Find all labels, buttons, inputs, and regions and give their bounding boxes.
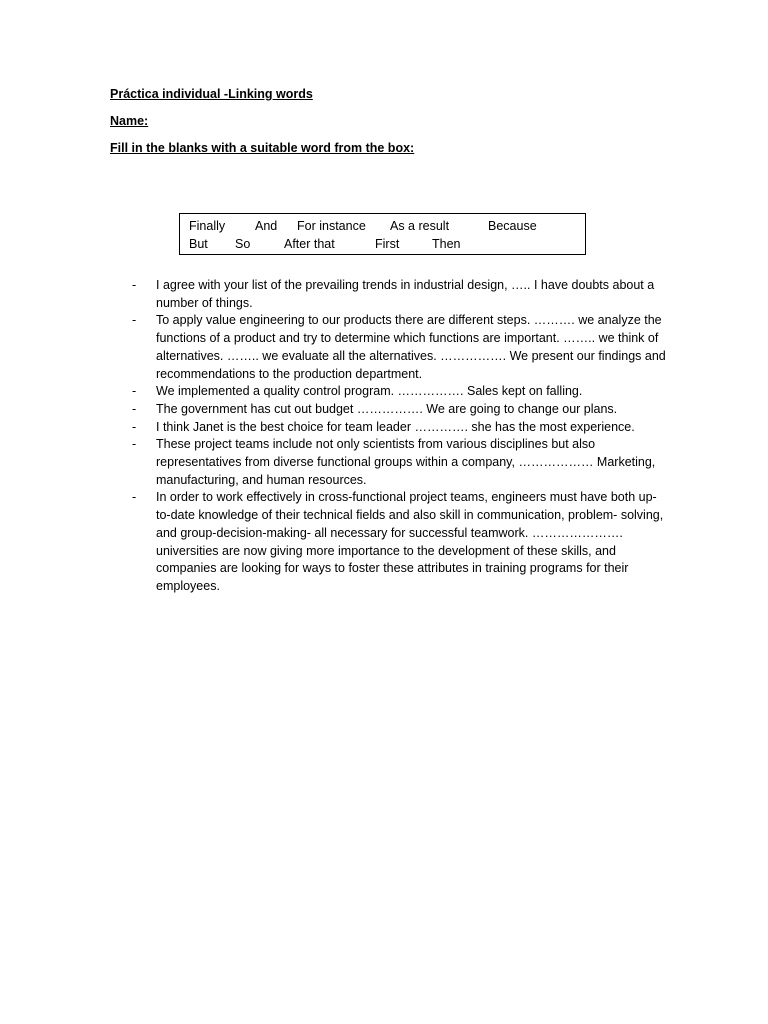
bullet-dash: - [132, 313, 137, 328]
word-option: But [189, 237, 208, 251]
exercise-item [110, 401, 670, 419]
bullet-dash: - [132, 401, 137, 416]
exercise-text: I think Janet is the best choice for team leader …………. she has the most experience. [156, 419, 635, 434]
bullet-dash: - [132, 437, 137, 452]
word-option: And [255, 219, 278, 233]
bullet-dash: - [132, 278, 137, 292]
exercise-text: These project teams include not only scientists from various disciplines but also representatives from diverse functional groups within a company, ……………… Marketing, manufacturing, and human resources. [156, 437, 656, 487]
exercise-item [110, 419, 670, 437]
exercise-item [110, 312, 670, 383]
name-label: Name: [110, 114, 149, 128]
word-option: For instance [297, 219, 366, 233]
word-box [179, 213, 586, 255]
exercise-text: I agree with your list of the prevailing trends in industrial design, ….. I have doubts about a number of things. [156, 278, 655, 310]
word-option: First [375, 237, 400, 251]
exercise-text: We implemented a quality control program. ……………. Sales kept on falling. [156, 384, 583, 399]
exercise-item [110, 436, 670, 489]
exercise-text: To apply value engineering to our products there are different steps. ………. we analyze the functions of a product and try to determine which functions are important. …….. we think of alternatives. …….. we evaluate all the alternatives. ……………. We present our findings and recommendations to the production department. [156, 313, 666, 381]
bullet-dash: - [132, 419, 137, 434]
word-option: So [235, 237, 251, 251]
word-option: After that [284, 237, 335, 251]
exercise-item [110, 383, 670, 401]
word-option: Then [432, 237, 461, 251]
bullet-dash: - [132, 490, 137, 505]
exercise-item [110, 489, 670, 595]
instruction-text: Fill in the blanks with a suitable word from the box: [110, 141, 415, 155]
exercise-text: In order to work effectively in cross-functional project teams, engineers must have both up-to-date knowledge of their technical fields and also skill in communication, problem- solving, and group-decision-making- all necessary for successful teamwork. …………………. universities are now giving more importance to the development of these skills, and companies are looking for ways to foster these attributes in training programs for their employees. [156, 490, 664, 593]
exercise-text: The government has cut out budget ……………. We are going to change our plans. [156, 401, 618, 416]
exercise-list [110, 277, 670, 596]
word-option: Because [488, 219, 537, 233]
bullet-dash: - [132, 384, 137, 399]
exercise-item [110, 277, 670, 312]
worksheet-title: Práctica individual -Linking words [110, 87, 313, 101]
word-option: As a result [390, 219, 450, 233]
word-option: Finally [189, 219, 226, 233]
